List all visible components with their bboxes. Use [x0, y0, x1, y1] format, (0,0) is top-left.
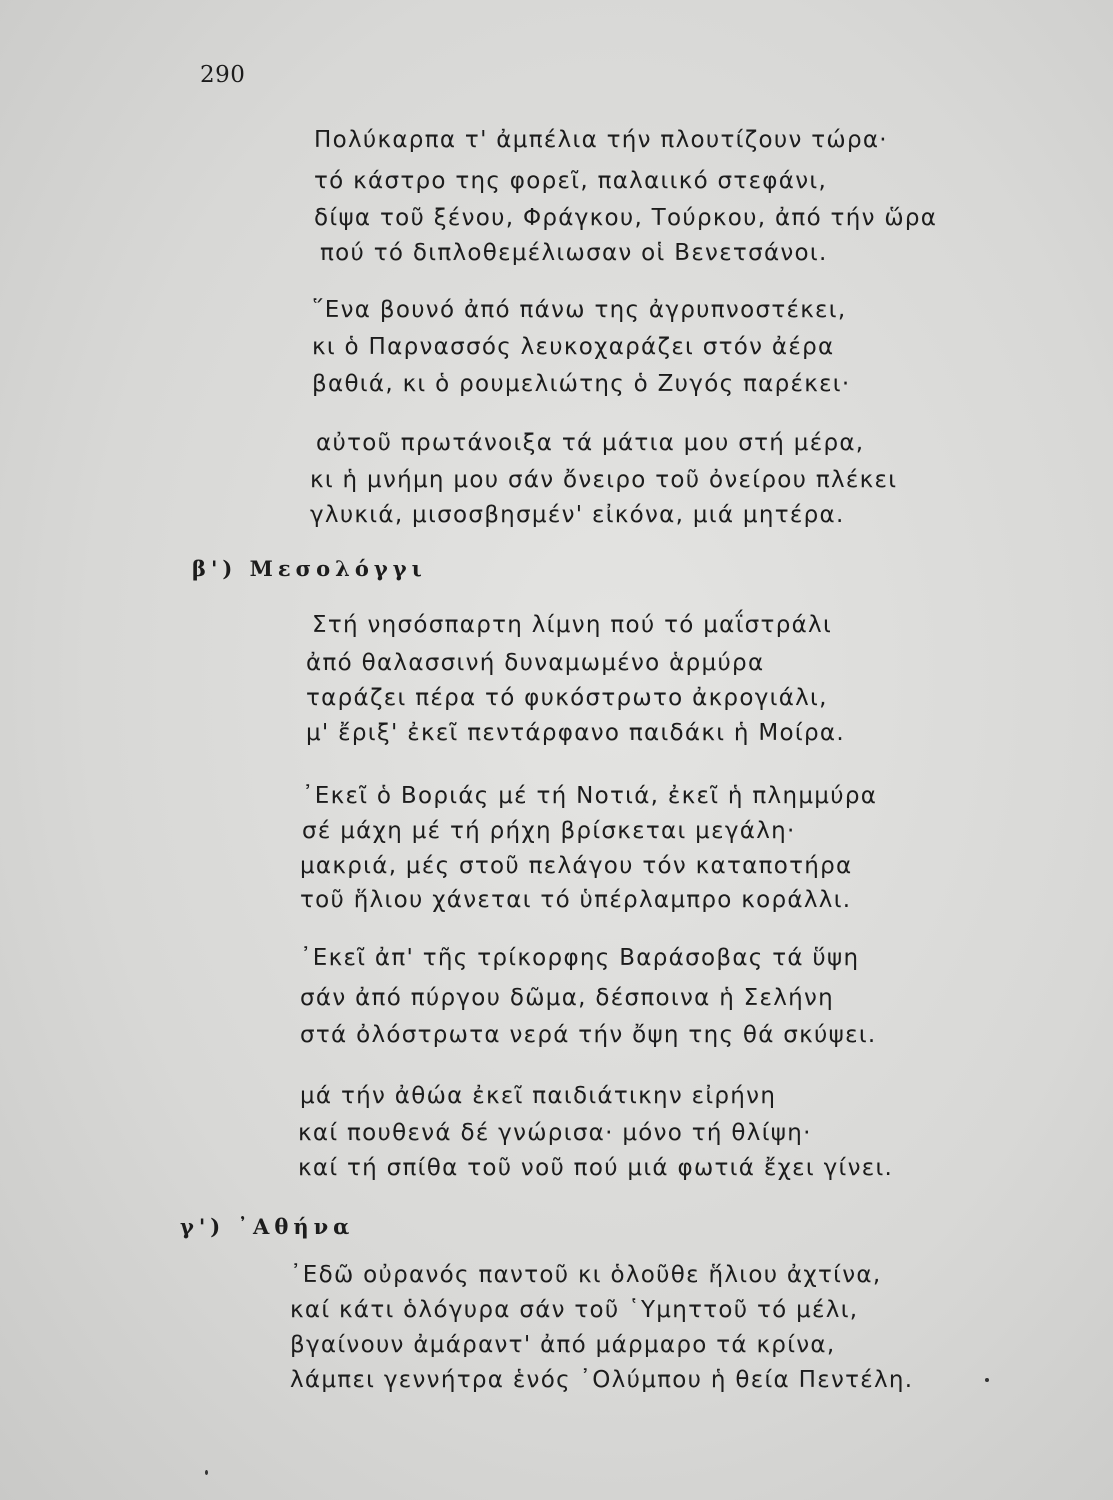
poem-line: ταράζει πέρα τό φυκόστρωτο ἀκρογιάλι, [306, 685, 828, 711]
poem-line: κι ὁ Παρνασσός λευκοχαράζει στόν ἀέρα [312, 334, 835, 360]
poem-line: μακριά, μές στοῦ πελάγου τόν καταποτήρα [300, 853, 853, 879]
poem-line: μά τήν ἀθώα ἐκεῖ παιδιάτικην εἰρήνη [300, 1083, 777, 1109]
poem-line: στά ὀλόστρωτα νερά τήν ὄψη της θά σκύψει. [300, 1022, 877, 1048]
poem-line: σάν ἀπό πύργου δῶμα, δέσποινα ἡ Σελήνη [300, 985, 835, 1011]
poem-line: Πολύκαρπα τ' ἀμπέλια τήν πλουτίζουν τώρα· [314, 127, 888, 153]
poem-line: ᾿Εδῶ οὐρανός παντοῦ κι ὁλοῦθε ἥλιου ἀχτίνα, [290, 1262, 882, 1288]
poem-line: ᾿Εκεῖ ὁ Βοριάς μέ τή Νοτιά, ἐκεῖ ἡ πλημμύρα [302, 783, 878, 809]
poem-line: πού τό διπλοθεμέλιωσαν οἱ Βενετσάνοι. [320, 240, 828, 266]
poem-line: καί πουθενά δέ γνώρισα· μόνο τή θλίψη· [298, 1120, 812, 1146]
poem-line: δίψα τοῦ ξένου, Φράγκου, Τούρκου, ἀπό τήν ὥρα [314, 205, 938, 231]
poem-line: βαθιά, κι ὁ ρουμελιώτης ὁ Ζυγός παρέκει· [312, 371, 851, 397]
poem-line: ῞Ενα βουνό ἀπό πάνω της ἀγρυπνοστέκει, [312, 297, 847, 323]
poem-line: μ' ἔριξ' ἐκεῖ πεντάρφανο παιδάκι ἡ Μοίρα. [306, 720, 845, 746]
poem-line: τό κάστρο της φορεῖ, παλαιικό στεφάνι, [314, 168, 828, 194]
poem-line: κι ἡ μνήμη μου σάν ὄνειρο τοῦ ὀνείρου πλέκει [310, 467, 898, 493]
poem-line: βγαίνουν ἀμάραντ' ἀπό μάρμαρο τά κρίνα, [290, 1332, 836, 1358]
poem-line: τοῦ ἥλιου χάνεται τό ὑπέρλαμπρο κοράλλι. [300, 887, 852, 913]
section-heading: β') Μεσολόγγι [192, 556, 427, 581]
poem-line: ἀπό θαλασσινή δυναμωμένο ἁρμύρα [306, 650, 765, 676]
print-speck [985, 1378, 989, 1382]
print-speck [205, 1470, 208, 1475]
page-number: 290 [200, 62, 246, 88]
poem-line: αὐτοῦ πρωτάνοιξα τά μάτια μου στή μέρα, [316, 430, 865, 456]
poem-line: καί κάτι ὁλόγυρα σάν τοῦ ῾Υμηττοῦ τό μέλι, [290, 1297, 859, 1323]
poem-line: ᾿Εκεῖ ἀπ' τῆς τρίκορφης Βαράσοβας τά ὕψη [300, 945, 860, 971]
section-heading: γ') ᾿Αθήνα [180, 1214, 355, 1239]
poem-line: λάμπει γεννήτρα ἑνός ᾿Ολύμπου ἡ θεία Πεντέλη. [290, 1367, 914, 1393]
poem-line: καί τή σπίθα τοῦ νοῦ πού μιά φωτιά ἔχει γίνει. [298, 1155, 894, 1181]
poem-line: γλυκιά, μισοσβησμέν' εἰκόνα, μιά μητέρα. [310, 502, 845, 528]
poem-line: σέ μάχη μέ τή ρήχη βρίσκεται μεγάλη· [302, 818, 796, 844]
poem-line: Στή νησόσπαρτη λίμνη πού τό μαΐστράλι [312, 612, 833, 638]
